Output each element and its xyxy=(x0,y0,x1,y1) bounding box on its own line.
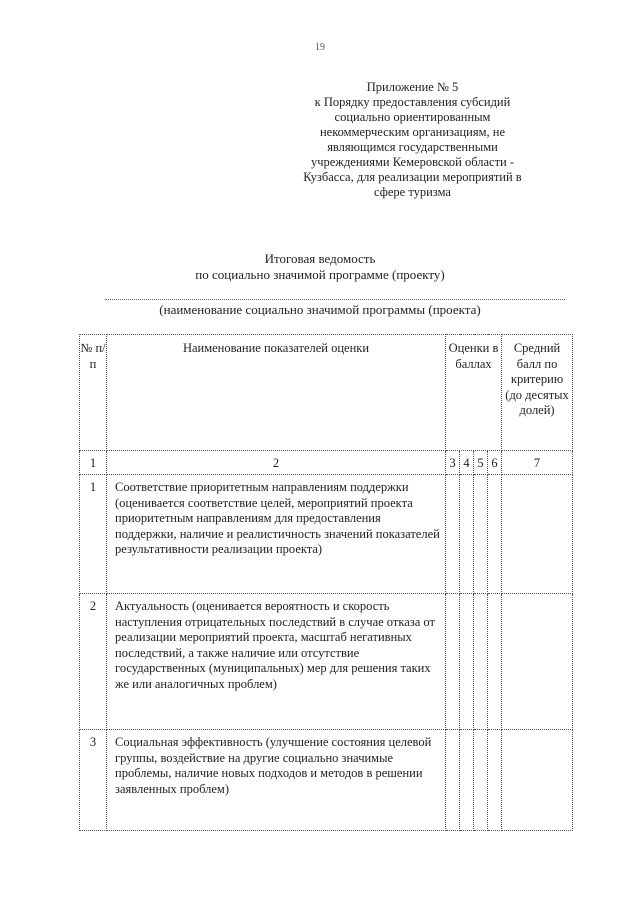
score-cell[interactable] xyxy=(474,594,488,730)
appendix-line: учреждениями Кемеровской области - xyxy=(310,155,515,169)
score-cell[interactable] xyxy=(446,475,460,594)
program-name-line xyxy=(105,299,565,300)
score-cell[interactable] xyxy=(488,730,502,831)
table-index-row xyxy=(80,451,573,475)
score-cell[interactable] xyxy=(474,475,488,594)
score-cell[interactable] xyxy=(460,594,474,730)
appendix-line: к Порядку предоставления субсидий xyxy=(314,95,511,109)
criterion-text: Актуальность (оценивается вероятность и скорость наступления отрицательных последствий в случае отказа от реализации мероприятий проекта, масштаб негативных последствий, а также наличие или отсутствие государственных (муниципальных) мер для решения таких же или аналогичных проблем) xyxy=(107,594,446,730)
index-cell: 2 xyxy=(107,451,446,475)
index-cell: 1 xyxy=(80,451,107,475)
criterion-text: Соответствие приоритетным направлениям поддержки (оценивается соответствие целей, мероприятий проекта приоритетным направлениям для предоставления поддержки, наличие и реалистичность значений показателей результативности реализации проекта) xyxy=(107,475,446,594)
appendix-line: Кузбасса, для реализации мероприятий в xyxy=(303,170,522,184)
table-header-row xyxy=(80,335,573,451)
appendix-line: Приложение № 5 xyxy=(366,80,459,94)
page-number: 19 xyxy=(315,42,325,53)
table-row xyxy=(80,594,573,730)
title-line-2: по социально значимой программе (проекту) xyxy=(195,267,445,282)
index-cell: 5 xyxy=(474,451,488,475)
appendix-line: социально ориентированным xyxy=(334,110,491,124)
index-cell: 7 xyxy=(502,451,573,475)
appendix-line: некоммерческим организациям, не xyxy=(319,125,506,139)
row-number: 3 xyxy=(80,730,107,831)
row-number: 2 xyxy=(80,594,107,730)
header-criterion: Наименование показателей оценки xyxy=(107,335,446,451)
index-cell: 4 xyxy=(460,451,474,475)
table-row xyxy=(80,730,573,831)
score-cell[interactable] xyxy=(488,594,502,730)
header-num: № п/п xyxy=(80,335,107,451)
score-cell[interactable] xyxy=(474,730,488,831)
score-cell[interactable] xyxy=(446,730,460,831)
appendix-line: являющимся государственными xyxy=(327,140,498,154)
table-row xyxy=(80,475,573,594)
title-line-1: Итоговая ведомость xyxy=(264,251,376,266)
appendix-line: сфере туризма xyxy=(374,185,451,199)
score-cell[interactable] xyxy=(488,475,502,594)
score-table xyxy=(79,334,573,831)
criterion-text: Социальная эффективность (улучшение состояния целевой группы, воздействие на другие социально значимые проблемы, наличие новых подходов и методов в решении заявленных проблем) xyxy=(107,730,446,831)
score-cell[interactable] xyxy=(460,475,474,594)
row-number: 1 xyxy=(80,475,107,594)
index-cell: 6 xyxy=(488,451,502,475)
average-cell[interactable] xyxy=(502,475,573,594)
header-scores: Оценки в баллах xyxy=(446,335,502,451)
average-cell[interactable] xyxy=(502,730,573,831)
document-title xyxy=(0,251,640,283)
appendix-header xyxy=(290,80,535,200)
program-name-caption: (наименование социально значимой программы (проекта) xyxy=(159,302,481,317)
score-cell[interactable] xyxy=(460,730,474,831)
average-cell[interactable] xyxy=(502,594,573,730)
header-average: Средний балл по критерию (до десятых долей) xyxy=(502,335,573,451)
score-cell[interactable] xyxy=(446,594,460,730)
index-cell: 3 xyxy=(446,451,460,475)
